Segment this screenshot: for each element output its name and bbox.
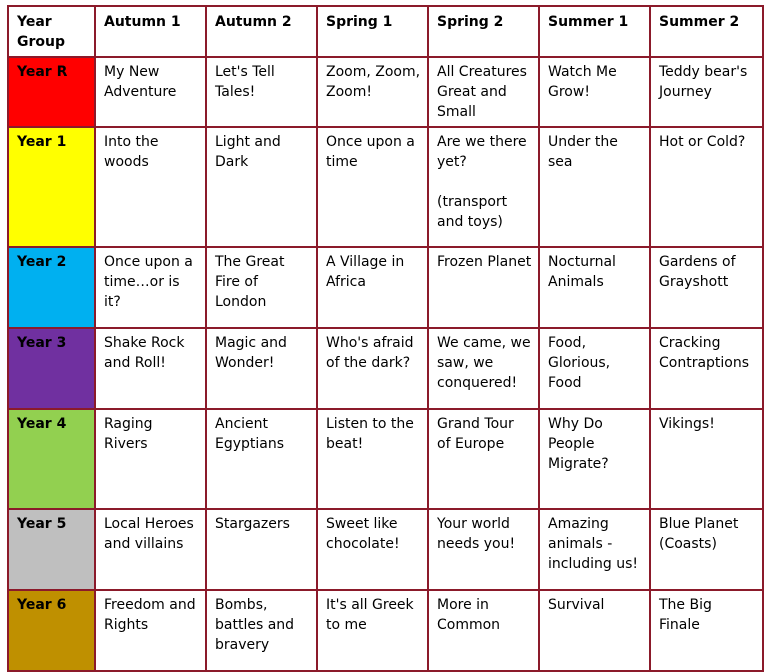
topic-cell: More in Common <box>428 590 539 671</box>
topic-cell: Vikings! <box>650 409 763 509</box>
year-cell: Year 5 <box>8 509 95 590</box>
topic-cell: Shake Rock and Roll! <box>95 328 206 409</box>
header-row <box>8 6 763 57</box>
term-header: Summer 1 <box>539 6 650 57</box>
year-cell: Year 6 <box>8 590 95 671</box>
topic-cell: Ancient Egyptians <box>206 409 317 509</box>
topic-cell: All Creatures Great and Small <box>428 57 539 127</box>
topic-cell: Bombs, battles and bravery <box>206 590 317 671</box>
topic-cell: Why Do People Migrate? <box>539 409 650 509</box>
topic-cell: Are we there yet? (transport and toys) <box>428 127 539 247</box>
topic-cell: Once upon a time…or is it? <box>95 247 206 328</box>
topic-cell: Hot or Cold? <box>650 127 763 247</box>
year-cell: Year R <box>8 57 95 127</box>
topic-cell: Blue Planet (Coasts) <box>650 509 763 590</box>
topic-cell: Sweet like chocolate! <box>317 509 428 590</box>
table-row <box>8 247 763 328</box>
topic-cell: Light and Dark <box>206 127 317 247</box>
topic-cell: Teddy bear's Journey <box>650 57 763 127</box>
topic-cell: A Village in Africa <box>317 247 428 328</box>
table-row <box>8 409 763 509</box>
year-cell: Year 2 <box>8 247 95 328</box>
topic-cell: Watch Me Grow! <box>539 57 650 127</box>
topic-cell: Who's afraid of the dark? <box>317 328 428 409</box>
topic-cell: The Great Fire of London <box>206 247 317 328</box>
topic-cell: Raging Rivers <box>95 409 206 509</box>
year-group-header: Year Group <box>8 6 95 57</box>
topic-cell: Grand Tour of Europe <box>428 409 539 509</box>
topic-cell: Stargazers <box>206 509 317 590</box>
topic-cell: Into the woods <box>95 127 206 247</box>
topic-table <box>7 5 764 672</box>
term-header: Autumn 1 <box>95 6 206 57</box>
topic-cell: Freedom and Rights <box>95 590 206 671</box>
topic-cell: Amazing animals - including us! <box>539 509 650 590</box>
term-header: Spring 1 <box>317 6 428 57</box>
table-row <box>8 509 763 590</box>
topic-cell: It's all Greek to me <box>317 590 428 671</box>
topic-cell: Nocturnal Animals <box>539 247 650 328</box>
year-cell: Year 4 <box>8 409 95 509</box>
term-header: Autumn 2 <box>206 6 317 57</box>
topic-cell: Listen to the beat! <box>317 409 428 509</box>
topic-cell: My New Adventure <box>95 57 206 127</box>
table-row <box>8 127 763 247</box>
term-header: Spring 2 <box>428 6 539 57</box>
term-header: Summer 2 <box>650 6 763 57</box>
table-row <box>8 590 763 671</box>
topic-cell: The Big Finale <box>650 590 763 671</box>
topic-cell: We came, we saw, we conquered! <box>428 328 539 409</box>
topic-cell: Under the sea <box>539 127 650 247</box>
topic-cell: Food, Glorious, Food <box>539 328 650 409</box>
topic-cell: Magic and Wonder! <box>206 328 317 409</box>
topic-cell: Gardens of Grayshott <box>650 247 763 328</box>
topic-cell: Let's Tell Tales! <box>206 57 317 127</box>
topic-cell: Local Heroes and villains <box>95 509 206 590</box>
topic-cell: Your world needs you! <box>428 509 539 590</box>
topic-cell: Once upon a time <box>317 127 428 247</box>
topic-cell: Cracking Contraptions <box>650 328 763 409</box>
topic-cell: Zoom, Zoom, Zoom! <box>317 57 428 127</box>
table-row <box>8 328 763 409</box>
topic-cell: Survival <box>539 590 650 671</box>
year-cell: Year 1 <box>8 127 95 247</box>
topic-cell: Frozen Planet <box>428 247 539 328</box>
year-cell: Year 3 <box>8 328 95 409</box>
table-row <box>8 57 763 127</box>
